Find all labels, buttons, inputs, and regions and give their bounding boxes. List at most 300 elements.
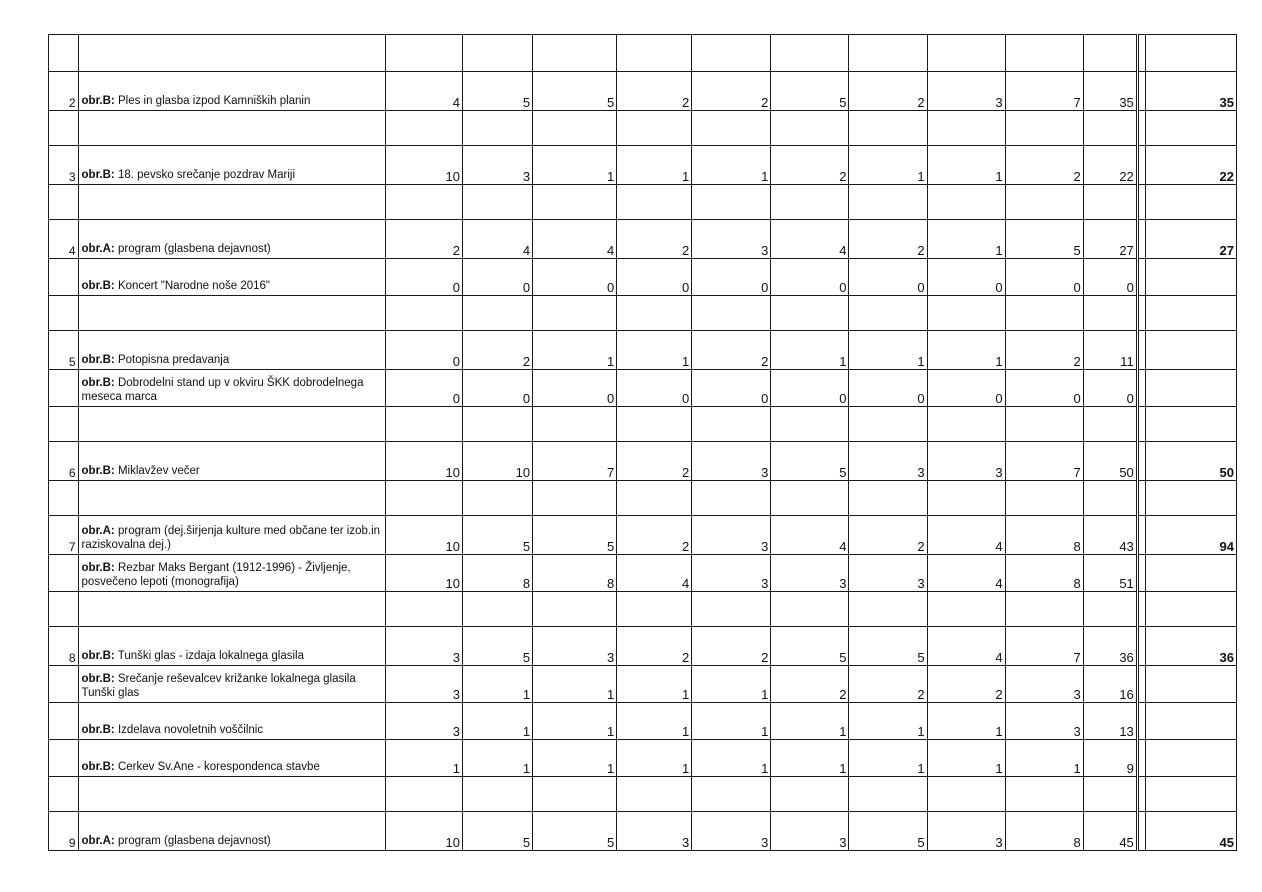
program-description bbox=[78, 146, 385, 185]
sum-cell: 22 bbox=[1083, 146, 1137, 185]
empty-cell bbox=[1005, 296, 1083, 331]
empty-cell bbox=[78, 35, 385, 72]
score-cell: 1 bbox=[849, 703, 927, 740]
score-cell: 0 bbox=[617, 370, 692, 407]
score-cell: 4 bbox=[463, 220, 533, 259]
empty-cell bbox=[771, 592, 849, 627]
empty-cell bbox=[533, 35, 617, 72]
program-description bbox=[78, 370, 385, 407]
empty-cell bbox=[463, 111, 533, 146]
table-row bbox=[48, 812, 1237, 851]
score-cell: 10 bbox=[385, 555, 462, 592]
empty-cell bbox=[1083, 185, 1137, 220]
empty-cell bbox=[78, 481, 385, 516]
double-border-gap bbox=[1137, 442, 1145, 481]
score-cell: 3 bbox=[771, 812, 849, 851]
empty-cell bbox=[1083, 592, 1137, 627]
empty-cell bbox=[849, 777, 927, 812]
empty-cell bbox=[1005, 407, 1083, 442]
double-border-gap bbox=[1137, 111, 1145, 146]
score-cell: 4 bbox=[771, 516, 849, 555]
empty-cell bbox=[1005, 111, 1083, 146]
empty-cell bbox=[1083, 111, 1137, 146]
category-prefix: obr.B: bbox=[81, 169, 115, 181]
score-cell: 10 bbox=[463, 442, 533, 481]
score-cell: 1 bbox=[692, 703, 771, 740]
empty-cell bbox=[463, 481, 533, 516]
spacer-row bbox=[48, 407, 1237, 442]
score-cell: 2 bbox=[1005, 331, 1083, 370]
empty-cell bbox=[385, 111, 462, 146]
program-description bbox=[78, 812, 385, 851]
empty-cell bbox=[533, 407, 617, 442]
empty-cell bbox=[385, 407, 462, 442]
empty-cell bbox=[1145, 185, 1236, 220]
program-title: Potopisna predavanja bbox=[117, 354, 230, 366]
row-index: 7 bbox=[48, 516, 78, 555]
table-row bbox=[48, 555, 1237, 592]
score-cell: 1 bbox=[617, 146, 692, 185]
empty-cell bbox=[849, 35, 927, 72]
category-prefix: obr.B: bbox=[81, 673, 115, 685]
score-cell: 1 bbox=[533, 703, 617, 740]
empty-cell bbox=[692, 481, 771, 516]
score-cell: 0 bbox=[533, 370, 617, 407]
row-index: 4 bbox=[48, 220, 78, 259]
score-cell: 1 bbox=[463, 666, 533, 703]
score-cell: 3 bbox=[692, 516, 771, 555]
empty-cell bbox=[78, 296, 385, 331]
score-cell: 0 bbox=[692, 370, 771, 407]
category-prefix: obr.A: bbox=[81, 525, 115, 537]
empty-cell bbox=[1083, 35, 1137, 72]
empty-cell bbox=[78, 185, 385, 220]
spacer-row bbox=[48, 111, 1237, 146]
empty-cell bbox=[78, 592, 385, 627]
empty-cell bbox=[385, 185, 462, 220]
score-cell: 2 bbox=[849, 666, 927, 703]
row-index bbox=[48, 370, 78, 407]
score-cell: 3 bbox=[771, 555, 849, 592]
score-cell: 0 bbox=[771, 370, 849, 407]
score-cell: 0 bbox=[849, 259, 927, 296]
empty-cell bbox=[617, 35, 692, 72]
empty-cell bbox=[48, 592, 78, 627]
double-border-gap bbox=[1137, 516, 1145, 555]
score-cell: 1 bbox=[849, 740, 927, 777]
empty-cell bbox=[463, 296, 533, 331]
score-cell: 0 bbox=[385, 259, 462, 296]
final-score-cell: 50 bbox=[1145, 442, 1236, 481]
empty-cell bbox=[692, 185, 771, 220]
empty-cell bbox=[1005, 481, 1083, 516]
empty-cell bbox=[771, 481, 849, 516]
score-cell: 5 bbox=[849, 627, 927, 666]
empty-cell bbox=[533, 185, 617, 220]
final-score-cell bbox=[1145, 555, 1236, 592]
score-cell: 1 bbox=[533, 331, 617, 370]
score-cell: 10 bbox=[385, 812, 462, 851]
score-cell: 0 bbox=[1005, 259, 1083, 296]
final-score-cell: 35 bbox=[1145, 72, 1236, 111]
double-border-gap bbox=[1137, 370, 1145, 407]
empty-cell bbox=[849, 111, 927, 146]
empty-cell bbox=[385, 35, 462, 72]
empty-cell bbox=[692, 296, 771, 331]
final-score-cell: 45 bbox=[1145, 812, 1236, 851]
double-border-gap bbox=[1137, 185, 1145, 220]
row-index bbox=[48, 703, 78, 740]
empty-cell bbox=[927, 592, 1005, 627]
category-prefix: obr.B: bbox=[81, 280, 115, 292]
double-border-gap bbox=[1137, 296, 1145, 331]
empty-cell bbox=[48, 407, 78, 442]
score-cell: 3 bbox=[849, 442, 927, 481]
row-index: 6 bbox=[48, 442, 78, 481]
spacer-row bbox=[48, 481, 1237, 516]
score-cell: 3 bbox=[385, 703, 462, 740]
score-cell: 7 bbox=[1005, 442, 1083, 481]
score-cell: 10 bbox=[385, 146, 462, 185]
empty-cell bbox=[48, 111, 78, 146]
empty-cell bbox=[48, 35, 78, 72]
sum-cell: 45 bbox=[1083, 812, 1137, 851]
table-row bbox=[48, 627, 1237, 666]
score-cell: 2 bbox=[617, 220, 692, 259]
double-border-gap bbox=[1137, 407, 1145, 442]
score-cell: 3 bbox=[927, 72, 1005, 111]
table-row bbox=[48, 259, 1237, 296]
category-prefix: obr.B: bbox=[81, 95, 115, 107]
empty-cell bbox=[927, 111, 1005, 146]
table-row bbox=[48, 370, 1237, 407]
empty-cell bbox=[1145, 35, 1236, 72]
empty-cell bbox=[617, 777, 692, 812]
score-cell: 4 bbox=[385, 72, 462, 111]
empty-cell bbox=[849, 407, 927, 442]
empty-cell bbox=[533, 777, 617, 812]
final-score-cell bbox=[1145, 666, 1236, 703]
empty-cell bbox=[1083, 407, 1137, 442]
program-title: Izdelava novoletnih voščilnic bbox=[117, 724, 264, 736]
score-cell: 2 bbox=[617, 627, 692, 666]
spacer-row bbox=[48, 185, 1237, 220]
empty-cell bbox=[385, 592, 462, 627]
score-cell: 1 bbox=[849, 146, 927, 185]
score-cell: 5 bbox=[533, 72, 617, 111]
empty-cell bbox=[617, 185, 692, 220]
score-cell: 1 bbox=[692, 146, 771, 185]
score-cell: 1 bbox=[927, 703, 1005, 740]
score-cell: 10 bbox=[385, 442, 462, 481]
spacer-row bbox=[48, 777, 1237, 812]
score-cell: 2 bbox=[617, 442, 692, 481]
score-cell: 0 bbox=[771, 259, 849, 296]
program-title: Miklavžev večer bbox=[117, 465, 200, 477]
score-cell: 1 bbox=[617, 740, 692, 777]
double-border-gap bbox=[1137, 35, 1145, 72]
empty-cell bbox=[1005, 592, 1083, 627]
score-cell: 1 bbox=[692, 666, 771, 703]
score-cell: 7 bbox=[533, 442, 617, 481]
empty-cell bbox=[927, 777, 1005, 812]
table-row bbox=[48, 146, 1237, 185]
final-score-cell: 36 bbox=[1145, 627, 1236, 666]
score-cell: 0 bbox=[385, 331, 462, 370]
score-cell: 8 bbox=[1005, 812, 1083, 851]
empty-cell bbox=[385, 296, 462, 331]
empty-cell bbox=[533, 481, 617, 516]
score-cell: 0 bbox=[463, 259, 533, 296]
score-cell: 1 bbox=[927, 146, 1005, 185]
score-cell: 3 bbox=[617, 812, 692, 851]
double-border-gap bbox=[1137, 703, 1145, 740]
table-row bbox=[48, 72, 1237, 111]
double-border-gap bbox=[1137, 812, 1145, 851]
score-cell: 5 bbox=[771, 442, 849, 481]
score-cell: 5 bbox=[533, 516, 617, 555]
empty-cell bbox=[692, 592, 771, 627]
score-cell: 5 bbox=[533, 812, 617, 851]
score-cell: 7 bbox=[1005, 72, 1083, 111]
table-row bbox=[48, 666, 1237, 703]
double-border-gap bbox=[1137, 666, 1145, 703]
empty-cell bbox=[78, 111, 385, 146]
score-cell: 3 bbox=[849, 555, 927, 592]
empty-cell bbox=[692, 111, 771, 146]
sum-cell: 11 bbox=[1083, 331, 1137, 370]
final-score-cell: 22 bbox=[1145, 146, 1236, 185]
empty-cell bbox=[771, 35, 849, 72]
score-cell: 2 bbox=[849, 516, 927, 555]
score-cell: 2 bbox=[849, 220, 927, 259]
empty-cell bbox=[385, 481, 462, 516]
score-cell: 8 bbox=[1005, 555, 1083, 592]
score-cell: 1 bbox=[533, 666, 617, 703]
sum-cell: 0 bbox=[1083, 259, 1137, 296]
spacer-row bbox=[48, 592, 1237, 627]
category-prefix: obr.B: bbox=[81, 465, 115, 477]
empty-cell bbox=[617, 481, 692, 516]
score-cell: 5 bbox=[771, 627, 849, 666]
empty-cell bbox=[692, 407, 771, 442]
final-score-cell bbox=[1145, 331, 1236, 370]
program-description bbox=[78, 627, 385, 666]
table-row bbox=[48, 220, 1237, 259]
empty-cell bbox=[1083, 777, 1137, 812]
score-cell: 0 bbox=[927, 370, 1005, 407]
score-cell: 4 bbox=[927, 516, 1005, 555]
sum-cell: 35 bbox=[1083, 72, 1137, 111]
double-border-gap bbox=[1137, 72, 1145, 111]
score-cell: 1 bbox=[463, 740, 533, 777]
score-cell: 3 bbox=[927, 812, 1005, 851]
empty-cell bbox=[533, 296, 617, 331]
program-description bbox=[78, 331, 385, 370]
program-description bbox=[78, 259, 385, 296]
program-title: Ples in glasba izpod Kamniških planin bbox=[117, 95, 311, 107]
score-cell: 2 bbox=[385, 220, 462, 259]
score-cell: 0 bbox=[1005, 370, 1083, 407]
row-index: 3 bbox=[48, 146, 78, 185]
empty-cell bbox=[617, 296, 692, 331]
category-prefix: obr.B: bbox=[81, 354, 115, 366]
empty-cell bbox=[463, 407, 533, 442]
program-title: Cerkev Sv.Ane - korespondenca stavbe bbox=[117, 761, 320, 773]
score-cell: 2 bbox=[1005, 146, 1083, 185]
header-blank-row bbox=[48, 35, 1237, 72]
empty-cell bbox=[1145, 296, 1236, 331]
empty-cell bbox=[533, 111, 617, 146]
double-border-gap bbox=[1137, 220, 1145, 259]
score-cell: 1 bbox=[771, 740, 849, 777]
score-cell: 1 bbox=[617, 331, 692, 370]
row-index: 8 bbox=[48, 627, 78, 666]
empty-cell bbox=[1005, 777, 1083, 812]
program-description bbox=[78, 703, 385, 740]
program-title: program (glasbena dejavnost) bbox=[117, 243, 271, 255]
program-title: program (glasbena dejavnost) bbox=[117, 835, 271, 847]
row-index bbox=[48, 555, 78, 592]
table-row bbox=[48, 740, 1237, 777]
empty-cell bbox=[385, 777, 462, 812]
empty-cell bbox=[927, 185, 1005, 220]
empty-cell bbox=[1005, 185, 1083, 220]
sum-cell: 50 bbox=[1083, 442, 1137, 481]
final-score-cell bbox=[1145, 703, 1236, 740]
table-row bbox=[48, 516, 1237, 555]
sum-cell: 0 bbox=[1083, 370, 1137, 407]
double-border-gap bbox=[1137, 777, 1145, 812]
sum-cell: 36 bbox=[1083, 627, 1137, 666]
score-cell: 3 bbox=[533, 627, 617, 666]
category-prefix: obr.B: bbox=[81, 650, 115, 662]
empty-cell bbox=[48, 481, 78, 516]
program-description bbox=[78, 666, 385, 703]
score-cell: 1 bbox=[771, 331, 849, 370]
sum-cell: 16 bbox=[1083, 666, 1137, 703]
empty-cell bbox=[1145, 407, 1236, 442]
score-cell: 0 bbox=[849, 370, 927, 407]
empty-cell bbox=[771, 407, 849, 442]
score-cell: 5 bbox=[771, 72, 849, 111]
score-cell: 3 bbox=[463, 146, 533, 185]
score-cell: 4 bbox=[927, 555, 1005, 592]
spacer-row bbox=[48, 296, 1237, 331]
double-border-gap bbox=[1137, 259, 1145, 296]
program-description bbox=[78, 72, 385, 111]
score-cell: 2 bbox=[692, 72, 771, 111]
score-cell: 1 bbox=[463, 703, 533, 740]
score-cell: 5 bbox=[463, 627, 533, 666]
program-title: Srečanje reševalcev križanke lokalnega glasila Tunški glas bbox=[81, 673, 356, 699]
score-cell: 5 bbox=[463, 72, 533, 111]
score-cell: 1 bbox=[617, 703, 692, 740]
category-prefix: obr.B: bbox=[81, 562, 115, 574]
empty-cell bbox=[849, 296, 927, 331]
score-cell: 1 bbox=[849, 331, 927, 370]
score-cell: 10 bbox=[385, 516, 462, 555]
table-body bbox=[48, 35, 1237, 851]
table-row bbox=[48, 442, 1237, 481]
program-title: Tunški glas - izdaja lokalnega glasila bbox=[117, 650, 304, 662]
empty-cell bbox=[463, 777, 533, 812]
score-cell: 8 bbox=[533, 555, 617, 592]
empty-cell bbox=[617, 592, 692, 627]
empty-cell bbox=[1145, 481, 1236, 516]
score-cell: 2 bbox=[617, 72, 692, 111]
double-border-gap bbox=[1137, 481, 1145, 516]
empty-cell bbox=[1145, 111, 1236, 146]
score-cell: 2 bbox=[692, 331, 771, 370]
empty-cell bbox=[1145, 777, 1236, 812]
score-cell: 1 bbox=[533, 146, 617, 185]
double-border-gap bbox=[1137, 555, 1145, 592]
score-cell: 1 bbox=[927, 740, 1005, 777]
sum-cell: 9 bbox=[1083, 740, 1137, 777]
score-cell: 0 bbox=[385, 370, 462, 407]
score-cell: 3 bbox=[385, 666, 462, 703]
empty-cell bbox=[617, 407, 692, 442]
sum-cell: 27 bbox=[1083, 220, 1137, 259]
empty-cell bbox=[1083, 481, 1137, 516]
empty-cell bbox=[771, 111, 849, 146]
score-cell: 5 bbox=[849, 812, 927, 851]
double-border-gap bbox=[1137, 627, 1145, 666]
empty-cell bbox=[927, 481, 1005, 516]
score-cell: 4 bbox=[771, 220, 849, 259]
empty-cell bbox=[463, 592, 533, 627]
category-prefix: obr.B: bbox=[81, 724, 115, 736]
score-cell: 1 bbox=[927, 331, 1005, 370]
empty-cell bbox=[48, 296, 78, 331]
category-prefix: obr.B: bbox=[81, 761, 115, 773]
score-cell: 5 bbox=[1005, 220, 1083, 259]
score-cell: 2 bbox=[692, 627, 771, 666]
score-cell: 7 bbox=[1005, 627, 1083, 666]
empty-cell bbox=[617, 111, 692, 146]
score-cell: 0 bbox=[463, 370, 533, 407]
final-score-cell: 94 bbox=[1145, 516, 1236, 555]
score-cell: 1 bbox=[385, 740, 462, 777]
score-cell: 0 bbox=[617, 259, 692, 296]
category-prefix: obr.A: bbox=[81, 243, 115, 255]
score-cell: 2 bbox=[771, 666, 849, 703]
row-index bbox=[48, 259, 78, 296]
empty-cell bbox=[48, 185, 78, 220]
empty-cell bbox=[849, 481, 927, 516]
empty-cell bbox=[927, 35, 1005, 72]
score-cell: 2 bbox=[617, 516, 692, 555]
empty-cell bbox=[78, 407, 385, 442]
double-border-gap bbox=[1137, 740, 1145, 777]
score-cell: 8 bbox=[1005, 516, 1083, 555]
final-score-cell bbox=[1145, 259, 1236, 296]
empty-cell bbox=[849, 592, 927, 627]
score-cell: 2 bbox=[849, 72, 927, 111]
score-cell: 3 bbox=[1005, 666, 1083, 703]
table-row bbox=[48, 703, 1237, 740]
empty-cell bbox=[1005, 35, 1083, 72]
double-border-gap bbox=[1137, 592, 1145, 627]
table-row bbox=[48, 331, 1237, 370]
program-description bbox=[78, 516, 385, 555]
score-cell: 3 bbox=[692, 555, 771, 592]
empty-cell bbox=[927, 296, 1005, 331]
program-title: 18. pevsko srečanje pozdrav Mariji bbox=[117, 169, 296, 181]
score-cell: 3 bbox=[927, 442, 1005, 481]
evaluation-table bbox=[48, 34, 1237, 851]
